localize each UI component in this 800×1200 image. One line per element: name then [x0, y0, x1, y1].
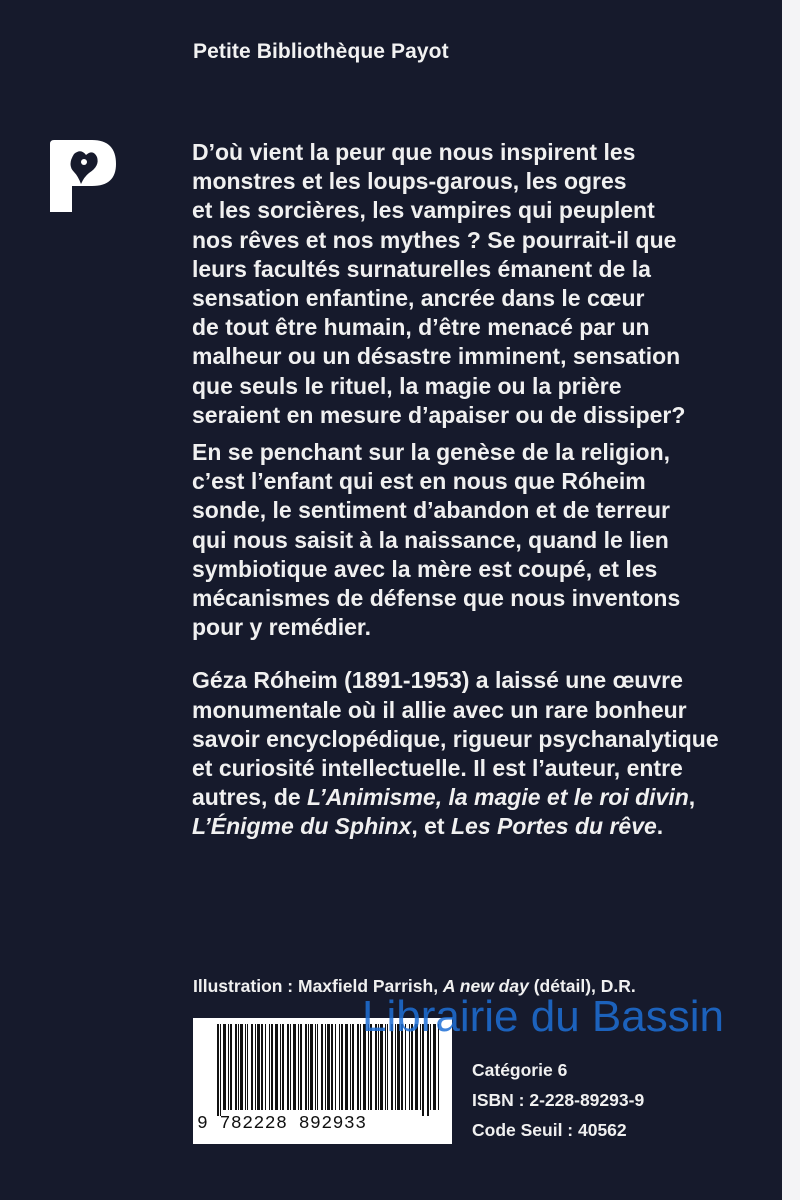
barcode-bar	[317, 1024, 318, 1110]
text-line: sensation enfantine, ancrée dans le cœur	[192, 285, 645, 312]
barcode-bar	[240, 1024, 243, 1110]
barcode-bar	[339, 1024, 340, 1110]
text-line: Géza Róheim (1891-1953) a laissé une œuvre	[192, 667, 683, 694]
barcode-bar	[290, 1024, 291, 1110]
barcode-bar	[360, 1024, 361, 1110]
barcode-bar	[280, 1024, 281, 1110]
barcode-bar	[257, 1024, 260, 1110]
credit-suffix: (détail), D.R.	[528, 976, 636, 996]
barcode-bar	[261, 1024, 263, 1110]
text-line: et les sorcières, les vampires qui peuplent	[192, 197, 655, 224]
barcode-bar	[220, 1024, 221, 1116]
barcode-bar	[271, 1024, 273, 1110]
text-line: seraient en mesure d’apaiser ou de dissiper?	[192, 401, 686, 428]
text-line: et curiosité intellectuelle. Il est l’auteur, entre	[192, 755, 683, 782]
barcode-bar	[282, 1024, 284, 1110]
artwork-title: A new day	[442, 976, 529, 996]
paragraph-religion	[192, 438, 752, 642]
barcode-bar	[228, 1024, 229, 1110]
text-line: que seuls le rituel, la magie ou la prière	[192, 372, 622, 399]
barcode-bar	[325, 1024, 326, 1110]
text-line: symbiotique avec la mère est coupé, et les	[192, 555, 658, 582]
barcode-bar	[223, 1024, 226, 1110]
barcode-digits: 9 782228 892933	[197, 1114, 367, 1134]
barcode-bar	[315, 1024, 316, 1110]
category-label: Catégorie 6	[472, 1060, 568, 1080]
barcode-bar	[341, 1024, 343, 1110]
text-line: malheur ou un désastre imminent, sensation	[192, 343, 681, 370]
barcode-bar	[217, 1024, 219, 1116]
text-run: .	[656, 813, 664, 840]
paragraph-author-bio	[192, 666, 752, 841]
paragraph-intro	[192, 138, 752, 430]
text-line: c’est l’enfant qui est en nous que Róheim	[192, 468, 646, 495]
barcode-bar	[269, 1024, 270, 1110]
barcode-bar	[251, 1024, 253, 1110]
barcode-bar	[287, 1024, 289, 1110]
barcode-bar	[350, 1024, 351, 1110]
code-seuil-label: Code Seuil : 40562	[472, 1120, 627, 1140]
text-run: ,	[688, 784, 696, 811]
barcode-bar	[308, 1024, 309, 1110]
text-line: leurs facultés surnaturelles émanent de la	[192, 255, 651, 282]
text-run: autres, de	[192, 784, 308, 811]
text-line: monstres et les loups-garous, les ogres	[192, 168, 627, 195]
barcode-bar	[327, 1024, 330, 1110]
barcode-bar	[275, 1024, 278, 1110]
text-line: mécanismes de défense que nous inventons	[192, 585, 681, 612]
barcode-bar	[265, 1024, 266, 1110]
series-title: Petite Bibliothèque Payot	[193, 40, 449, 63]
barcode-bar	[357, 1024, 359, 1110]
barcode-bar	[298, 1024, 299, 1110]
barcode-bar	[321, 1024, 323, 1110]
barcode-bar	[310, 1024, 313, 1110]
text-line: pour y remédier.	[192, 614, 371, 641]
back-cover-blurb	[192, 138, 752, 842]
text-line: sonde, le sentiment d’abandon et de terreur	[192, 497, 670, 524]
text-line: monumentale où il allie avec un rare bonheur	[192, 696, 687, 723]
payot-p-logo-icon	[50, 140, 116, 212]
barcode-bar	[247, 1024, 248, 1110]
text-run: , et	[411, 813, 451, 840]
book-title-sphinx: L’Énigme du Sphinx	[192, 813, 412, 840]
barcode-bar	[255, 1024, 256, 1110]
barcode-bar	[331, 1024, 333, 1110]
page-edge	[782, 0, 800, 1200]
barcode-bar	[293, 1024, 296, 1110]
barcode-bar	[235, 1024, 237, 1110]
text-line	[192, 783, 752, 812]
barcode-bar	[305, 1024, 307, 1110]
credit-prefix: Illustration : Maxfield Parrish,	[193, 976, 443, 996]
book-title-portes: Les Portes du rêve	[450, 813, 657, 840]
watermark: Librairie du Bassin	[362, 992, 724, 1041]
text-line: nos rêves et nos mythes ? Se pourrait-il que	[192, 226, 677, 253]
text-line: savoir encyclopédique, rigueur psychanalytique	[192, 725, 719, 752]
barcode-bar	[245, 1024, 246, 1110]
text-line: qui nous saisit à la naissance, quand le lien	[192, 526, 669, 553]
book-title-animisme: L’Animisme, la magie et le roi divin	[307, 784, 689, 811]
text-line	[192, 812, 752, 841]
barcode-bar	[335, 1024, 336, 1110]
text-line: En se penchant sur la genèse de la religion,	[192, 439, 671, 466]
barcode-bar	[352, 1024, 354, 1110]
text-line: de tout être humain, d’être menacé par un	[192, 314, 650, 341]
barcode-bar	[300, 1024, 302, 1110]
barcode-bar	[230, 1024, 232, 1110]
barcode-bar	[345, 1024, 348, 1110]
barcode-bar	[238, 1024, 239, 1110]
text-line: D’où vient la peur que nous inspirent les	[192, 139, 636, 165]
isbn-label: ISBN : 2-228-89293-9	[472, 1090, 645, 1110]
